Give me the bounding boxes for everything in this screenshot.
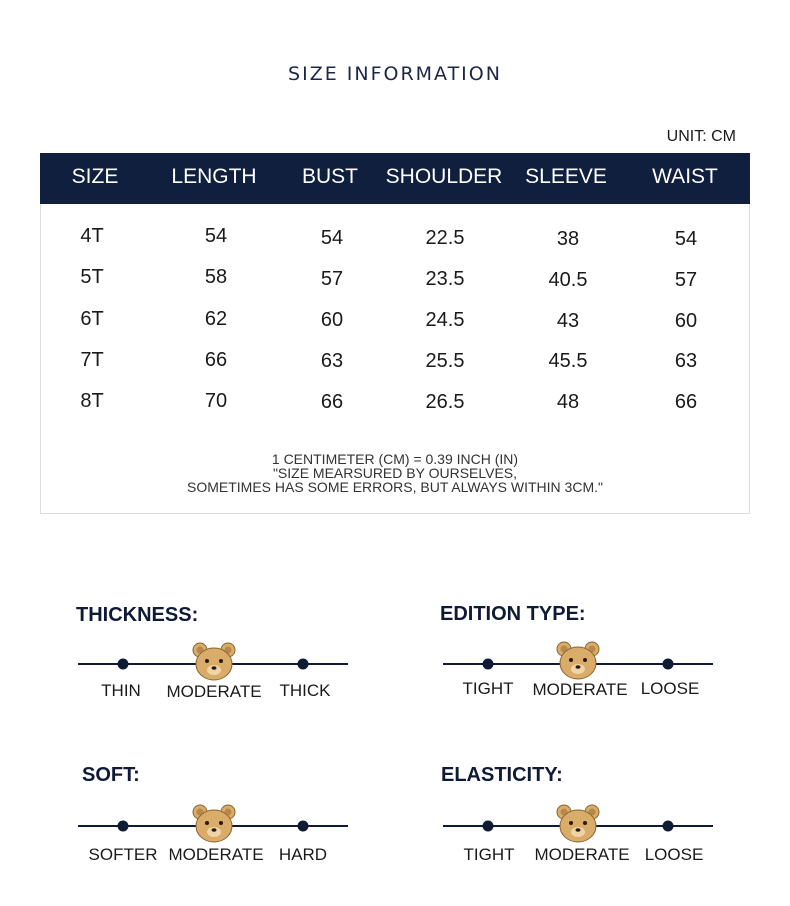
measurement-note: [41, 452, 749, 494]
table-cell: 66: [204, 349, 228, 371]
scale-label-moderate: MODERATE: [534, 845, 630, 864]
table-cell: 63: [320, 350, 344, 372]
bear-face-icon: [192, 804, 236, 844]
scale-label-loose: LOOSE: [644, 845, 704, 864]
scale-label-tight: TIGHT: [463, 845, 515, 864]
table-cell: 66: [674, 391, 698, 413]
unit-label: UNIT: CM: [666, 128, 736, 145]
note-line-measured: "SIZE MEARSURED BY OURSELVES,: [272, 465, 518, 481]
bear-face-icon: [192, 642, 236, 682]
page-title: SIZE INFORMATION: [288, 63, 502, 85]
scale-label-loose: LOOSE: [640, 679, 700, 698]
table-cell: 66: [320, 391, 344, 413]
table-cell: 45.5: [548, 350, 588, 372]
table-cell: 54: [320, 227, 344, 249]
table-cell: 43: [556, 310, 580, 332]
header-shoulder: SHOULDER: [385, 165, 503, 188]
scale-dot: [663, 659, 674, 670]
note-line-conversion: 1 CENTIMETER (CM) = 0.39 INCH (IN): [271, 451, 519, 467]
header-sleeve: SLEEVE: [525, 165, 607, 188]
table-cell: 7T: [80, 349, 104, 371]
scale-title: ELASTICITY:: [441, 764, 563, 786]
table-cell: 60: [320, 309, 344, 331]
table-cell: 8T: [80, 390, 104, 412]
header-waist: WAIST: [652, 165, 718, 188]
table-cell: 40.5: [548, 269, 588, 291]
header-length: LENGTH: [171, 165, 257, 188]
scale-dot: [118, 659, 129, 670]
scale-label-tight: TIGHT: [462, 679, 514, 698]
table-cell: 58: [204, 266, 228, 288]
table-cell: 6T: [80, 308, 104, 330]
table-cell: 62: [204, 308, 228, 330]
table-cell: 70: [204, 390, 228, 412]
scale-label-thick: THICK: [279, 681, 331, 700]
scale-label-hard: HARD: [278, 845, 328, 864]
bear-face-icon: [556, 641, 600, 681]
scale-dot: [483, 659, 494, 670]
scale-dot: [298, 821, 309, 832]
table-cell: 26.5: [425, 391, 465, 413]
scale-label-moderate: MODERATE: [532, 680, 628, 699]
table-cell: 25.5: [425, 350, 465, 372]
table-cell: 4T: [80, 225, 104, 247]
scale-dot: [298, 659, 309, 670]
table-cell: 54: [204, 225, 228, 247]
table-cell: 57: [674, 269, 698, 291]
scale-label-thin: THIN: [101, 681, 141, 700]
table-cell: 57: [320, 268, 344, 290]
table-cell: 48: [556, 391, 580, 413]
table-cell: 38: [556, 228, 580, 250]
table-cell: 23.5: [425, 268, 465, 290]
scale-dot: [118, 821, 129, 832]
table-header: [40, 153, 750, 204]
scale-label-moderate: MODERATE: [168, 845, 264, 864]
bear-face-icon: [556, 804, 600, 844]
size-table: [40, 153, 750, 514]
scale-title: EDITION TYPE:: [440, 603, 586, 625]
table-cell: 24.5: [425, 309, 465, 331]
header-size: SIZE: [71, 165, 119, 188]
table-cell: 63: [674, 350, 698, 372]
note-line-errors: SOMETIMES HAS SOME ERRORS, BUT ALWAYS WITHIN 3CM.": [187, 479, 603, 495]
scale-label-moderate: MODERATE: [166, 682, 262, 701]
table-cell: 54: [674, 228, 698, 250]
scale-title: THICKNESS:: [76, 604, 199, 626]
scale-title: SOFT:: [82, 764, 140, 786]
header-bust: BUST: [301, 165, 359, 188]
table-cell: 22.5: [425, 227, 465, 249]
table-cell: 60: [674, 310, 698, 332]
table-cell: 5T: [80, 266, 104, 288]
scale-label-softer: SOFTER: [88, 845, 158, 864]
scale-dot: [663, 821, 674, 832]
scale-dot: [483, 821, 494, 832]
